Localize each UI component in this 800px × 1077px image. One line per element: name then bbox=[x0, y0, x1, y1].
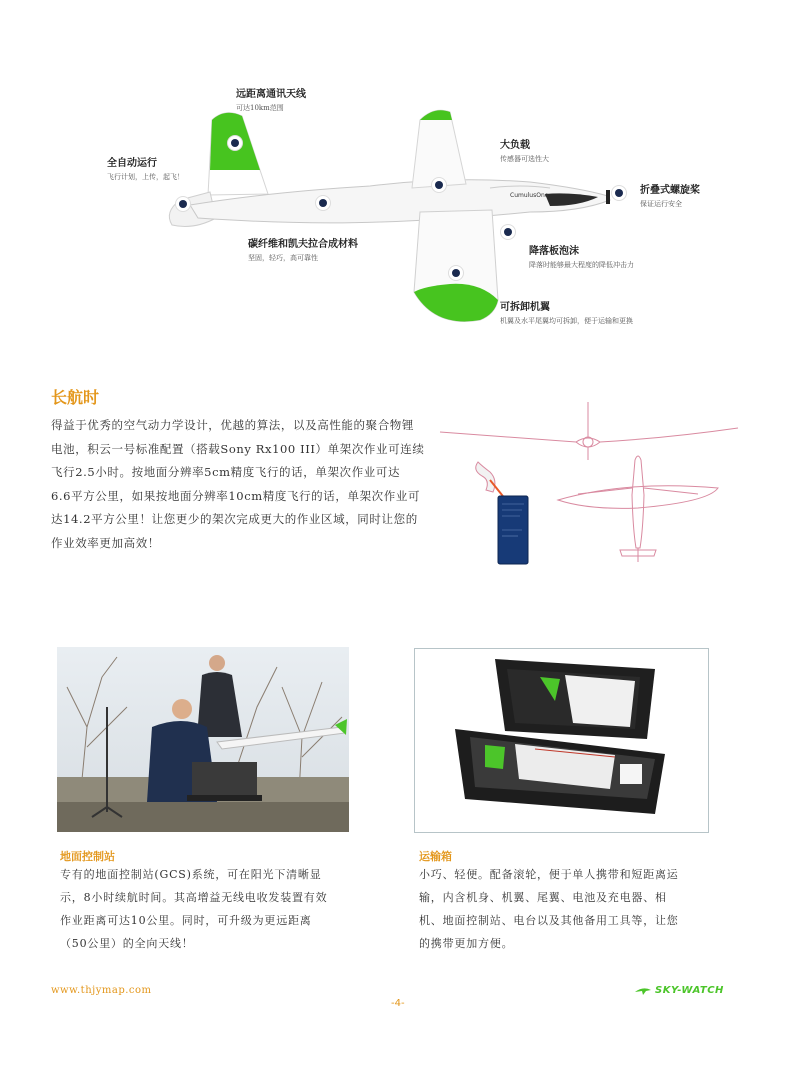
callout-sub: 坚固，轻巧，高可靠性 bbox=[248, 254, 318, 262]
callout-sub: 保证运行安全 bbox=[640, 200, 682, 208]
drone-illustration bbox=[150, 100, 630, 330]
text-line: 专有的地面控制站(GCS)系统，可在阳光下清晰显 bbox=[60, 868, 322, 881]
logo-text: SKY-WATCH bbox=[655, 985, 724, 996]
footer-logo bbox=[634, 985, 724, 996]
text-line: 作业效率更加高效！ bbox=[51, 535, 160, 550]
text-line: 得益于优秀的空气动力学设计，优越的算法，以及高性能的聚合物锂 bbox=[51, 418, 414, 432]
callout-material bbox=[248, 235, 358, 263]
callout-dot-icon bbox=[227, 135, 243, 151]
text-line: 电池，积云一号标准配置（搭载Sony Rx100 III）单架次作业可连续 bbox=[51, 441, 425, 456]
callout-title: 远距离通讯天线 bbox=[236, 89, 306, 100]
gcs-title: 地面控制站 bbox=[60, 850, 115, 863]
drone-outline-drawing bbox=[438, 400, 748, 570]
callout-title: 大负载 bbox=[500, 140, 530, 151]
callout-dot-icon bbox=[500, 224, 516, 240]
callout-antenna bbox=[236, 85, 306, 113]
callout-dot-icon bbox=[431, 177, 447, 193]
transport-text bbox=[419, 863, 719, 955]
callout-sub: 可达10km范围 bbox=[236, 104, 284, 112]
text-line: 机、地面控制站、电台以及其他备用工具等，让您 bbox=[419, 914, 679, 927]
callout-sub: 传感器可选性大 bbox=[500, 155, 549, 163]
callout-parachute bbox=[529, 242, 634, 270]
callout-title: 可拆卸机翼 bbox=[500, 302, 550, 313]
text-line: 的携带更加方便。 bbox=[419, 937, 514, 950]
gcs-text bbox=[60, 863, 360, 955]
callout-autopilot bbox=[107, 154, 184, 182]
text-line: 作业距离可达10公里。同时，可升级为更远距离 bbox=[60, 914, 312, 927]
callout-payload bbox=[500, 136, 549, 164]
text-line: 达14.2平方公里！让您更少的架次完成更大的作业区域，同时让您的 bbox=[51, 512, 418, 526]
callout-sub: 降落时能够最大程度的降低冲击力 bbox=[529, 261, 634, 269]
callout-dot-icon bbox=[448, 265, 464, 281]
skywatch-logo-icon bbox=[634, 986, 652, 996]
drone-diagram bbox=[0, 0, 800, 340]
text-line: 输，内含机身、机翼、尾翼、电池及充电器、相 bbox=[419, 891, 667, 904]
callout-dot-icon bbox=[611, 185, 627, 201]
callout-title: 降落板泡沫 bbox=[529, 246, 579, 257]
callout-title: 折叠式螺旋桨 bbox=[640, 185, 700, 196]
footer-page-number: -4- bbox=[391, 998, 405, 1009]
text-line: 示，8小时续航时间。其高增益无线电收发装置有效 bbox=[60, 891, 328, 904]
endurance-text bbox=[51, 414, 431, 555]
gcs-photo bbox=[57, 647, 349, 832]
case-photo bbox=[414, 648, 709, 833]
text-line: 飞行2.5小时。按地面分辨率5cm精度飞行的话，单架次作业可达 bbox=[51, 465, 401, 479]
callout-dot-icon bbox=[315, 195, 331, 211]
callout-dot-icon bbox=[175, 196, 191, 212]
callout-wings bbox=[500, 298, 633, 326]
callout-propeller bbox=[640, 181, 700, 209]
callout-sub: 飞行计划，上传，起飞！ bbox=[107, 173, 184, 181]
callout-title: 全自动运行 bbox=[107, 158, 157, 169]
footer-website[interactable]: www.thjymap.com bbox=[51, 985, 152, 996]
drone-brand-label: CumulusOne bbox=[510, 192, 549, 199]
transport-title: 运输箱 bbox=[419, 850, 452, 863]
callout-title: 碳纤维和凯夫拉合成材料 bbox=[248, 239, 358, 250]
text-line: （50公里）的全向天线！ bbox=[60, 937, 194, 950]
text-line: 小巧、轻便。配备滚轮，便于单人携带和短距离运 bbox=[419, 868, 679, 881]
text-line: 6.6平方公里，如果按地面分辨率10cm精度飞行的话，单架次作业可 bbox=[51, 488, 421, 503]
callout-sub: 机翼及水平尾翼均可拆卸，便于运输和更换 bbox=[500, 317, 633, 325]
endurance-title: 长航时 bbox=[51, 388, 100, 407]
